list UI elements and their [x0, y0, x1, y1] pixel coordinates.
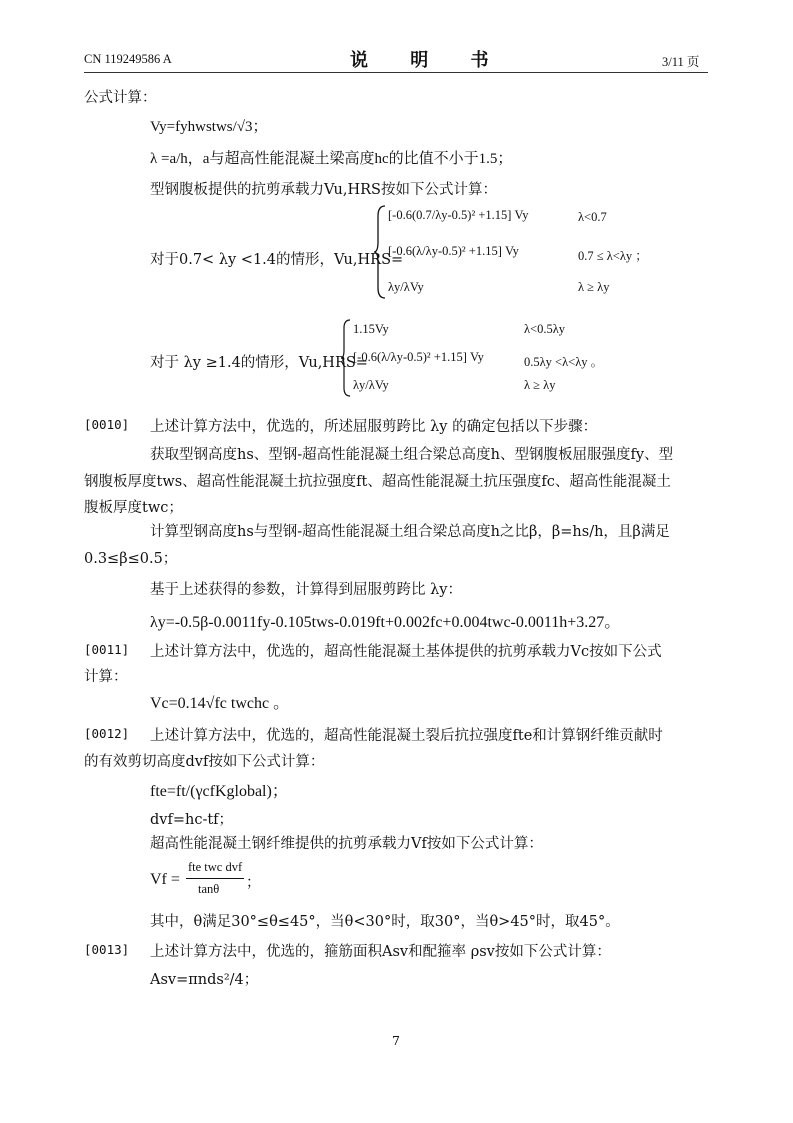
piecewise-case: λy/λVy — [388, 280, 424, 294]
piecewise-condition: λ<0.7 — [578, 210, 607, 224]
fraction-bar — [186, 878, 244, 879]
text-line: 型钢腹板提供的抗剪承载力Vu,HRS按如下公式计算： — [150, 182, 497, 198]
document-id: CN 119249586 A — [84, 52, 172, 66]
left-brace — [340, 318, 352, 398]
piecewise-condition: λ ≥ λy — [578, 280, 610, 294]
formula-vc: Vc=0.14√fc twchc 。 — [150, 695, 290, 712]
text-line: 上述计算方法中，优选的，超高性能混凝土基体提供的抗剪承载力Vc按如下公式 — [150, 644, 662, 660]
text-line: 钢腹板厚度tws、超高性能混凝土抗拉强度ft、超高性能混凝土抗压强度fc、超高性能混凝土 — [84, 474, 671, 490]
page-number: 7 — [392, 1033, 400, 1048]
formula-lambda: λ =a/h，a与超高性能混凝土梁高度hc的比值不小于1.5； — [150, 151, 513, 167]
text-line: 其中，θ满足30°≤θ≤45°，当θ<30°时，取30°，当θ>45°时，取45°。 — [150, 914, 620, 930]
piecewise-case: [-0.6(λ/λy-0.5)² +1.15] Vy — [388, 244, 519, 258]
text-line: 上述计算方法中，优选的，超高性能混凝土裂后抗拉强度fte和计算钢纤维贡献时 — [150, 728, 663, 744]
page-title: 说 明 书 — [350, 50, 507, 71]
piecewise-condition: λ ≥ λy — [524, 378, 556, 392]
paragraph-number: [0013] — [84, 942, 130, 957]
formula-dvf: dvf=hc-tf； — [150, 812, 234, 828]
formula-fte: fte=ft/(γcfKglobal)； — [150, 783, 288, 800]
fraction-denominator: tanθ — [198, 882, 220, 896]
formula-lambda-y: λy=-0.5β-0.0011fy-0.105tws-0.019ft+0.002fc+0.004twc-0.0011h+3.27。 — [150, 614, 621, 631]
text-line: 的有效剪切高度dvf按如下公式计算： — [84, 754, 325, 770]
formula-end: ； — [246, 875, 261, 891]
piecewise-case: [-0.6(0.7/λy-0.5)² +1.15] Vy — [388, 208, 529, 222]
text-line: 上述计算方法中，优选的，箍筋面积Asv和配箍率 ρsv按如下公式计算： — [150, 944, 611, 960]
page-indicator: 3/11 页 — [662, 55, 700, 69]
text-line: 计算型钢高度hs与型钢-超高性能混凝土组合梁总高度h之比β，β=hs/h，且β满足 — [150, 524, 670, 540]
header-rule — [84, 72, 708, 73]
piecewise-condition: λ<0.5λy — [524, 322, 566, 336]
text-line: 基于上述获得的参数，计算得到屈服剪跨比 λy： — [150, 582, 462, 598]
left-brace — [373, 204, 387, 300]
text-line: 上述计算方法中，优选的，所述屈服剪跨比 λy 的确定包括以下步骤： — [150, 419, 598, 435]
fraction-numerator: fte twc dvf — [188, 860, 243, 874]
paragraph-number: [0012] — [84, 726, 130, 741]
text-line: 0.3≤β≤0.5； — [84, 551, 178, 567]
piecewise-condition: 0.7 ≤ λ<λy ； — [578, 249, 648, 263]
text-line: 腹板厚度twc； — [84, 500, 183, 516]
paragraph-number: [0010] — [84, 417, 130, 432]
formula-asv: Asv=πnds²/4； — [150, 972, 259, 988]
piecewise-case: 1.15Vy — [353, 322, 389, 336]
text-line: 计算： — [84, 669, 128, 685]
text-line: 公式计算： — [84, 90, 157, 106]
text-line: 超高性能混凝土钢纤维提供的抗剪承载力Vf按如下公式计算： — [150, 836, 543, 852]
paragraph-number: [0011] — [84, 642, 130, 657]
piecewise-condition: 0.5λy <λ<λy 。 — [524, 355, 604, 369]
formula-vy: Vy=fyhwstws/√3； — [150, 119, 268, 135]
piecewise-case: λy/λVy — [353, 378, 389, 392]
formula-vf-lhs: Vf = — [150, 871, 180, 888]
text-line: 获取型钢高度hs、型钢-超高性能混凝土组合梁总高度h、型钢腹板屈服强度fy、型 — [150, 447, 674, 463]
piecewise-label: 对于0.7< λy <1.4的情形，Vu,HRS= — [150, 252, 404, 268]
piecewise-case: [-0.6(λ/λy-0.5)² +1.15] Vy — [353, 350, 484, 364]
piecewise-label: 对于 λy ≥1.4的情形，Vu,HRS= — [150, 355, 368, 371]
